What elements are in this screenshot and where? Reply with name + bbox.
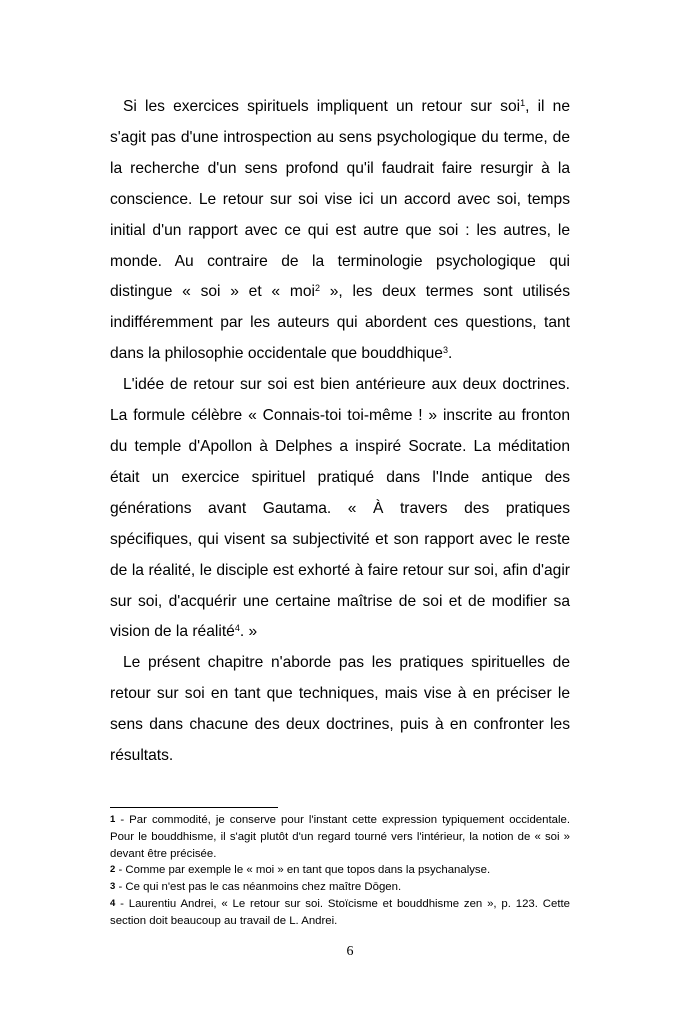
paragraph-1-text-b: , il ne s'agit pas d'une introspection au sens psychologique du terme, de la recherche d'un sens profond qu'il faudrait faire resurgir à la conscience. Le retour sur soi vise ici un accord avec soi, temps initial d'un rapport avec ce qui est autre que soi : les autres, le monde. Au contraire de la terminologie psychologique qui distingue « soi » et « moi <box>110 98 570 301</box>
page-number: 6 <box>346 944 354 959</box>
footnotes <box>110 812 570 930</box>
paragraph-1-text-d: . <box>447 345 453 363</box>
footnote-text: - Comme par exemple le « moi » en tant que topos dans la psychanalyse. <box>115 864 491 877</box>
footnote-ref-3[interactable]: 3 <box>442 345 448 356</box>
footnote-2 <box>110 862 570 879</box>
footnote-ref-2[interactable]: 2 <box>314 283 320 294</box>
paragraph-2-text-b: . » <box>239 623 258 641</box>
footnote-number: 4 <box>110 897 116 909</box>
main-text <box>110 92 570 772</box>
paragraph-3: Le présent chapitre n'aborde pas les pratiques spirituelles de retour sur soi en tant que techniques, mais vise à en préciser le sens dans chacune des deux doctrines, puis à en confronter les résultats. <box>110 654 570 765</box>
footnote-text: - Ce qui n'est pas le cas néanmoins chez maître Dōgen. <box>115 881 402 894</box>
footnote-number: 3 <box>110 881 116 893</box>
paragraph-1 <box>110 92 570 370</box>
paragraph-1-text-a: Si les exercices spirituels impliquent un retour sur soi <box>123 98 521 115</box>
footnote-separator <box>110 807 278 808</box>
paragraph-1-text-c: », les deux termes sont utilisés indifféremment par les auteurs qui abordent ces questions, tant dans la philosophie occidentale que bouddhique <box>110 283 570 363</box>
footnote-4 <box>110 896 570 930</box>
footnote-1 <box>110 812 570 862</box>
footnote-3 <box>110 879 570 896</box>
footnote-text: - Par commodité, je conserve pour l'instant cette expression typiquement occidentale. Pour le bouddhisme, il s'agit plutôt d'un regard tourné vers l'intérieur, la notion de « soi » devant être précisée. <box>110 814 570 860</box>
footnote-text: - Laurentiu Andrei, « Le retour sur soi. Stoïcisme et bouddhisme zen », p. 123. Cette section doit beaucoup au travail de L. Andrei. <box>110 897 570 927</box>
paragraph-2 <box>110 370 570 648</box>
paragraph-2-text-a: L'idée de retour sur soi est bien antérieure aux deux doctrines. La formule célèbre « Connais-toi toi-même ! » inscrite au fronton du temple d'Apollon à Delphes a inspiré Socrate. La méditation était un exercice spirituel pratiqué dans l'Inde antique des générations avant Gautama. « À travers des pratiques spécifiques, qui visent sa subjectivité et son rapport avec le reste de la réalité, le disciple est exhorté à faire retour sur soi, afin d'agir sur soi, d'acquérir une certaine maîtrise de soi et de modifier sa vision de la réalité <box>110 376 570 641</box>
footnote-ref-4[interactable]: 4 <box>234 623 240 634</box>
footnote-number: 1 <box>110 814 116 825</box>
footnote-number: 2 <box>110 864 116 876</box>
footnote-ref-1[interactable]: 1 <box>520 98 526 108</box>
